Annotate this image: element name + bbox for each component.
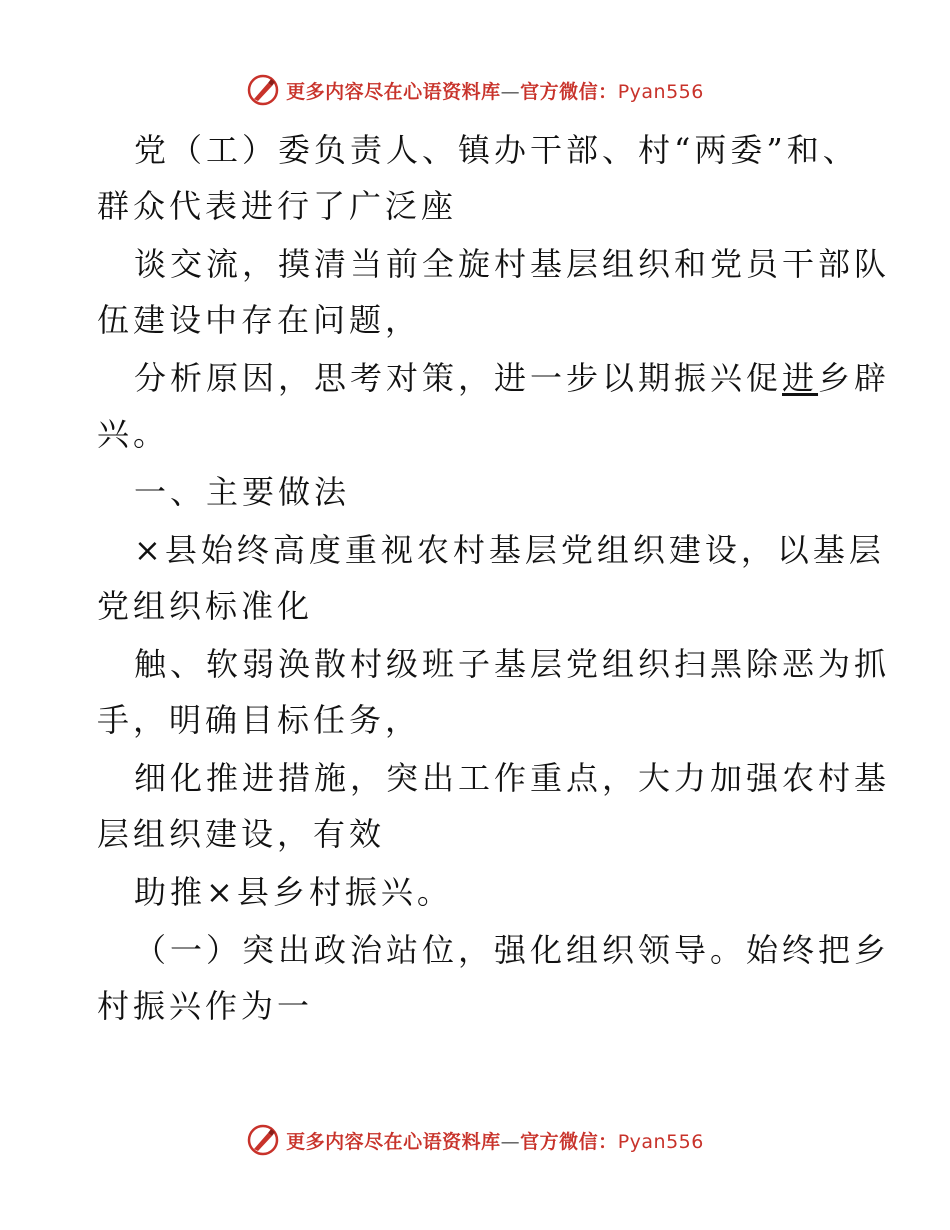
watermark-wechat-label: 官方微信： — [520, 1130, 618, 1153]
footer-watermark — [0, 1120, 950, 1160]
watermark-main: 更多内容尽在心语资料库 — [286, 1130, 501, 1153]
pen-logo-icon — [246, 73, 280, 107]
paragraph-line: ×县始终高度重视农村基层党组织建设，以基层 — [134, 531, 885, 569]
paragraph-line: 助推×县乡村振兴。 — [134, 873, 453, 911]
paragraph-line: 兴。 — [97, 415, 170, 453]
paragraph-line: 细化推进措施，突出工作重点，大力加强农村基 — [134, 759, 891, 797]
watermark-text — [286, 77, 704, 104]
paragraph-line: 伍建设中存在问题， — [97, 301, 422, 339]
paragraph-line: 手，明确目标任务， — [97, 701, 422, 739]
paragraph-line — [134, 358, 890, 398]
watermark-main: 更多内容尽在心语资料库 — [286, 80, 501, 103]
watermark-handle: Pyan556 — [617, 80, 704, 103]
text-run: 乡辟 — [818, 359, 891, 397]
section-heading: 一、主要做法 — [134, 473, 351, 511]
paragraph-line: （一）突出政治站位，强化组织领导。始终把乡 — [134, 931, 891, 969]
watermark-handle: Pyan556 — [617, 1130, 704, 1153]
paragraph-line: 层组织建设，有效 — [97, 815, 386, 853]
paragraph-line: 党（工）委负责人、镇办干部、村“两委”和、 — [134, 131, 859, 169]
text-run: 分析原因，思考对策，进一步以期振兴促 — [134, 359, 783, 397]
paragraph-line: 群众代表进行了广泛座 — [97, 187, 458, 225]
watermark-text — [286, 1127, 704, 1154]
watermark-wechat-label: 官方微信： — [520, 80, 618, 103]
paragraph-line: 谈交流，摸清当前全旋村基层组织和党员干部队 — [134, 245, 891, 283]
pen-logo-icon — [246, 1123, 280, 1157]
paragraph-line: 触、软弱涣散村级班子基层党组织扫黑除恶为抓 — [134, 645, 891, 683]
underlined-text: 进 — [782, 359, 819, 397]
watermark-separator: — — [500, 80, 521, 103]
paragraph-line: 村振兴作为一 — [97, 987, 314, 1025]
paragraph-line: 党组织标准化 — [97, 587, 314, 625]
header-watermark — [0, 70, 950, 110]
watermark-separator: — — [500, 1130, 521, 1153]
